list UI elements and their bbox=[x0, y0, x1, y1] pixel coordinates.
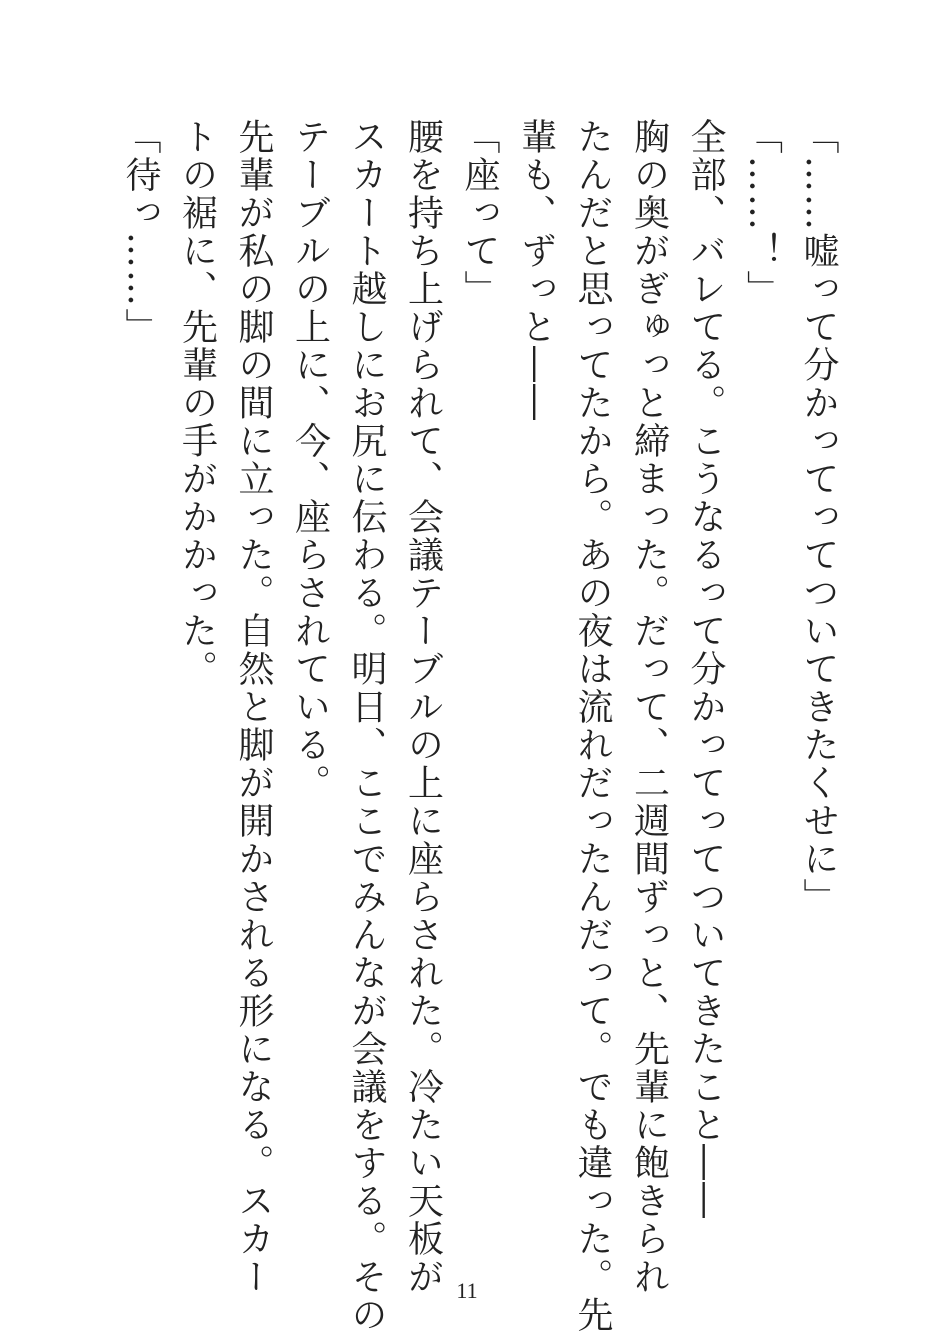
text-line: トの裾に、先輩の手がかかった。 bbox=[176, 118, 218, 688]
text-line: 先輩が私の脚の間に立った。自然と脚が開かされる形になる。スカー bbox=[233, 118, 274, 1296]
text-line: 「待っ……」 bbox=[120, 118, 161, 346]
text-line: 「……嘘って分かってってついてきたくせに」 bbox=[798, 118, 839, 916]
text-line: 「……！」 bbox=[741, 118, 783, 308]
page-number: 11 bbox=[456, 1278, 478, 1303]
text-line: テーブルの上に、今、座らされている。 bbox=[289, 118, 331, 802]
text-line: 「座って」 bbox=[459, 118, 500, 308]
text-line: たんだと思ってたから。あの夜は流れだったんだって。でも違った。先 bbox=[572, 118, 613, 1334]
text-line: スカート越しにお尻に伝わる。明日、ここでみんなが会議をする。その bbox=[346, 118, 387, 1334]
text-line: 輩も、ずっと―― bbox=[515, 118, 557, 422]
text-line: 腰を持ち上げられて、会議テーブルの上に座らされた。冷たい天板が bbox=[402, 118, 444, 1296]
text-line: 全部、バレてる。こうなるって分かってってついてきたこと―― bbox=[685, 118, 726, 1220]
text-line: 胸の奥がぎゅっと締まった。だって、二週間ずっと、先輩に飽きられ bbox=[628, 118, 670, 1296]
